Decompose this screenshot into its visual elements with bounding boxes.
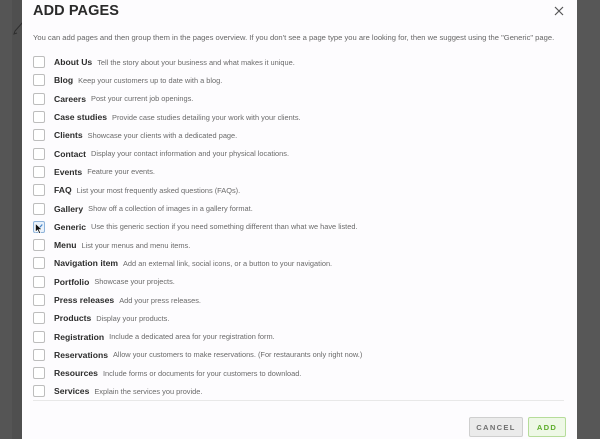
page-type-description: Showcase your clients with a dedicated page. <box>87 130 238 140</box>
page-type-description: Add your press releases. <box>119 295 201 305</box>
page-type-row-blog[interactable] <box>33 71 563 89</box>
page-type-description: List your most frequently asked questions (FAQs). <box>76 185 241 195</box>
background-overlay-right <box>577 0 600 439</box>
page-type-name: FAQ <box>54 185 72 196</box>
page-type-name: Case studies <box>54 112 108 123</box>
checkbox-press-releases[interactable] <box>33 294 45 306</box>
checkbox-case-studies[interactable] <box>33 111 45 123</box>
page-type-name: Events <box>54 166 83 177</box>
page-type-description: Include forms or documents for your customers to download. <box>102 368 302 378</box>
page-type-row-products[interactable] <box>33 309 563 327</box>
page-type-list <box>33 53 563 401</box>
page-type-row-services[interactable] <box>33 382 563 400</box>
footer-divider <box>33 400 564 401</box>
page-type-row-gallery[interactable] <box>33 199 563 217</box>
page-type-description: Display your contact information and your physical locations. <box>91 149 290 159</box>
page-type-name: Blog <box>54 75 74 86</box>
page-type-row-careers[interactable] <box>33 90 563 108</box>
checkbox-reservations[interactable] <box>33 349 45 361</box>
checkbox-menu[interactable] <box>33 239 45 251</box>
page-type-description: Allow your customers to make reservations. (For restaurants only right now.) <box>112 350 363 360</box>
page-type-description: List your menus and menu items. <box>81 240 191 250</box>
checkbox-events[interactable] <box>33 166 45 178</box>
checkbox-blog[interactable] <box>33 74 45 86</box>
page-type-name: Menu <box>54 240 77 251</box>
checkbox-services[interactable] <box>33 385 45 397</box>
page-type-name: Gallery <box>54 203 84 214</box>
checkbox-clients[interactable] <box>33 129 45 141</box>
page-type-row-faq[interactable] <box>33 181 563 199</box>
page-type-description: Use this generic section if you need something different than what we have listed. <box>91 222 358 232</box>
page-type-row-events[interactable] <box>33 163 563 181</box>
page-type-description: Post your current job openings. <box>91 94 194 104</box>
page-type-row-registration[interactable] <box>33 327 563 345</box>
page-type-row-menu[interactable] <box>33 236 563 254</box>
page-type-description: Tell the story about your business and what makes it unique. <box>97 57 295 67</box>
page-type-description: Provide case studies detailing your work with your clients. <box>112 112 301 122</box>
checkbox-about-us[interactable] <box>33 56 45 68</box>
modal-intro-text: You can add pages and then group them in the pages overview. If you don't see a page type you are looking for, then we suggest using the "Generic" page. <box>33 33 555 42</box>
page-type-description: Explain the services you provide. <box>94 386 203 396</box>
add-button[interactable]: ADD <box>528 417 566 437</box>
page-type-name: Press releases <box>54 295 115 305</box>
cancel-button[interactable]: CANCEL <box>469 417 523 437</box>
page-type-name: Products <box>54 313 92 324</box>
page-type-description: Include a dedicated area for your registration form. <box>109 332 275 342</box>
page-type-row-resources[interactable] <box>33 364 563 382</box>
background-overlay-left <box>0 0 22 439</box>
page-type-description: Display your products. <box>96 313 170 323</box>
checkbox-contact[interactable] <box>33 148 45 160</box>
checkbox-careers[interactable] <box>33 93 45 105</box>
page-type-row-generic[interactable] <box>33 218 563 236</box>
checkbox-portfolio[interactable] <box>33 276 45 288</box>
checkbox-products[interactable] <box>33 312 45 324</box>
page-type-name: Careers <box>54 93 87 104</box>
page-type-name: Resources <box>54 368 98 379</box>
page-type-description: Show off a collection of images in a gallery format. <box>88 204 253 214</box>
add-pages-modal <box>22 0 577 439</box>
page-type-name: Portfolio <box>54 276 90 287</box>
page-type-description: Feature your events. <box>87 167 155 177</box>
checkbox-navigation-item[interactable] <box>33 257 45 269</box>
page-type-description: Keep your customers up to date with a blog. <box>78 75 223 85</box>
page-type-row-clients[interactable] <box>33 126 563 144</box>
page-type-name: Services <box>54 386 90 397</box>
checkbox-gallery[interactable] <box>33 203 45 215</box>
page-type-name: Generic <box>54 221 87 232</box>
checkbox-resources[interactable] <box>33 367 45 379</box>
checkbox-faq[interactable] <box>33 184 45 196</box>
page-type-name: Registration <box>54 331 105 342</box>
page-type-row-navigation-item[interactable] <box>33 254 563 272</box>
checkbox-registration[interactable] <box>33 331 45 343</box>
page-type-row-reservations[interactable] <box>33 346 563 364</box>
page-type-row-portfolio[interactable] <box>33 273 563 291</box>
page-type-name: Navigation item <box>54 258 118 269</box>
page-type-name: Clients <box>54 130 83 141</box>
page-type-description: Showcase your projects. <box>94 277 175 287</box>
mouse-cursor-icon <box>35 223 43 234</box>
page-type-name: Contact <box>54 148 86 159</box>
page-type-name: Reservations <box>54 349 108 360</box>
page-type-description: Add an external link, social icons, or a button to your navigation. <box>123 258 333 268</box>
page-type-row-contact[interactable] <box>33 144 563 162</box>
page-type-row-case-studies[interactable] <box>33 108 563 126</box>
page-type-row-about-us[interactable] <box>33 53 563 71</box>
modal-title: ADD PAGES <box>33 3 120 19</box>
page-type-row-press-releases[interactable] <box>33 291 563 309</box>
page-type-name: About Us <box>54 57 93 68</box>
close-icon[interactable] <box>553 5 565 17</box>
